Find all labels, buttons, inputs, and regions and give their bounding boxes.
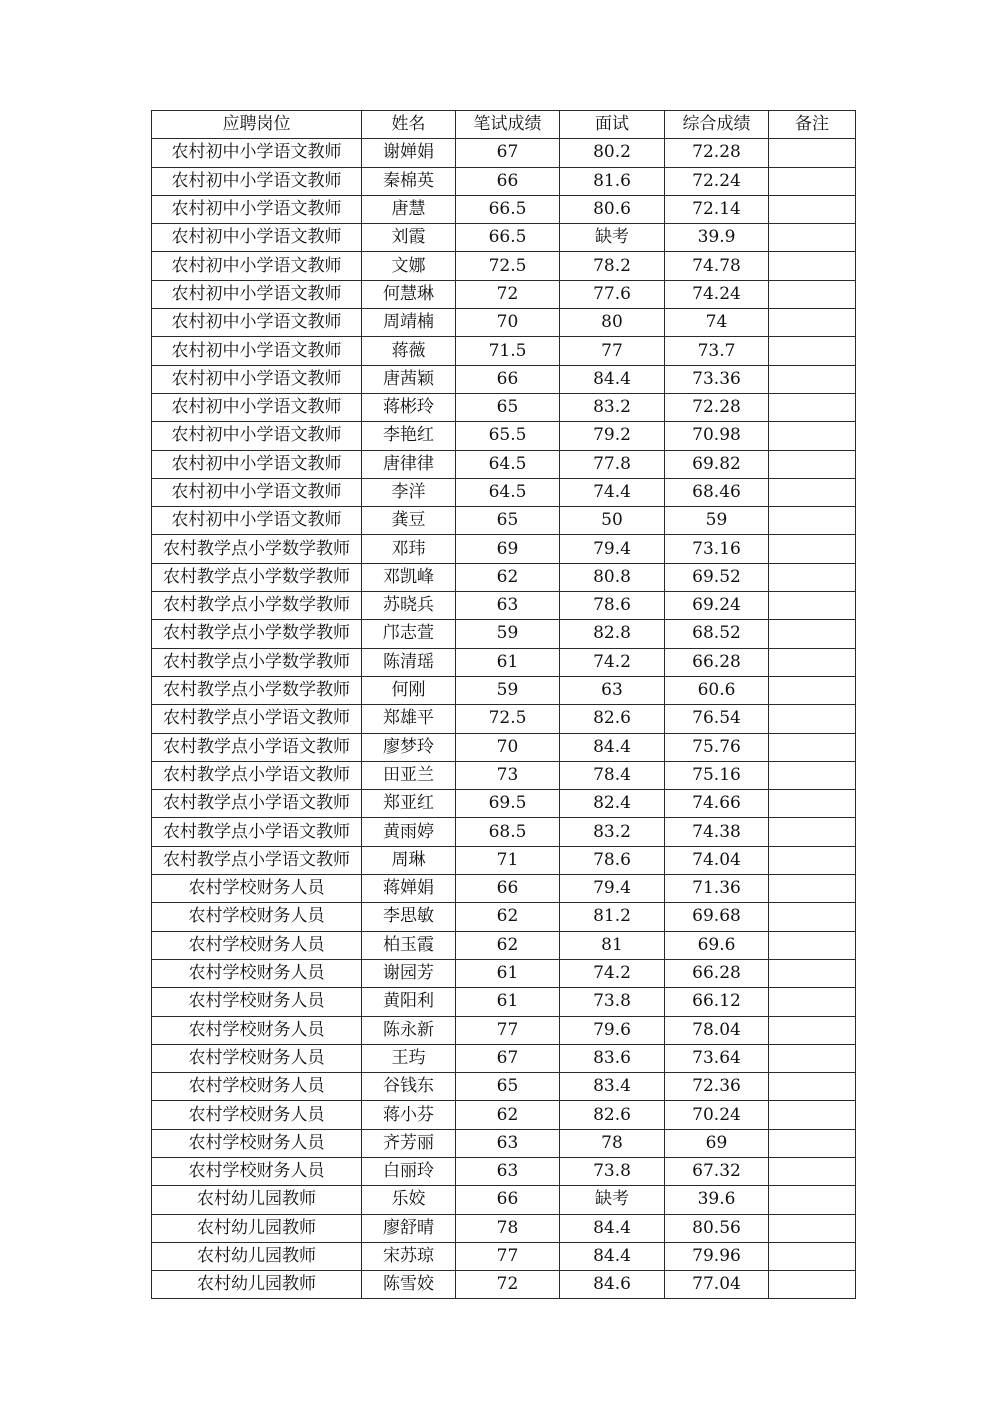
cell-total-score: 39.9 bbox=[665, 224, 769, 252]
cell-name: 龚豆 bbox=[362, 507, 456, 535]
cell-position: 农村幼儿园教师 bbox=[152, 1242, 362, 1270]
cell-position: 农村教学点小学数学教师 bbox=[152, 535, 362, 563]
cell-interview-score: 82.4 bbox=[560, 790, 665, 818]
cell-total-score: 73.16 bbox=[665, 535, 769, 563]
cell-written-score: 71 bbox=[456, 846, 560, 874]
cell-remarks bbox=[769, 1129, 856, 1157]
cell-name: 谢园芳 bbox=[362, 959, 456, 987]
cell-remarks bbox=[769, 195, 856, 223]
cell-written-score: 69.5 bbox=[456, 790, 560, 818]
cell-remarks bbox=[769, 592, 856, 620]
cell-remarks bbox=[769, 507, 856, 535]
cell-position: 农村学校财务人员 bbox=[152, 1016, 362, 1044]
cell-remarks bbox=[769, 1186, 856, 1214]
table-row bbox=[152, 1214, 856, 1242]
table-row bbox=[152, 875, 856, 903]
cell-remarks bbox=[769, 818, 856, 846]
table-row bbox=[152, 365, 856, 393]
cell-position: 农村学校财务人员 bbox=[152, 1101, 362, 1129]
cell-written-score: 64.5 bbox=[456, 478, 560, 506]
header-row bbox=[152, 111, 856, 139]
cell-name: 王玙 bbox=[362, 1044, 456, 1072]
cell-remarks bbox=[769, 224, 856, 252]
cell-remarks bbox=[769, 1016, 856, 1044]
cell-interview-score: 83.2 bbox=[560, 818, 665, 846]
cell-position: 农村初中小学语文教师 bbox=[152, 280, 362, 308]
table-row bbox=[152, 280, 856, 308]
cell-interview-score: 83.4 bbox=[560, 1073, 665, 1101]
table-row bbox=[152, 1016, 856, 1044]
cell-written-score: 65 bbox=[456, 507, 560, 535]
cell-total-score: 70.24 bbox=[665, 1101, 769, 1129]
cell-written-score: 61 bbox=[456, 988, 560, 1016]
cell-written-score: 70 bbox=[456, 309, 560, 337]
cell-position: 农村教学点小学语文教师 bbox=[152, 733, 362, 761]
cell-total-score: 75.76 bbox=[665, 733, 769, 761]
cell-total-score: 80.56 bbox=[665, 1214, 769, 1242]
cell-position: 农村学校财务人员 bbox=[152, 903, 362, 931]
cell-written-score: 66 bbox=[456, 365, 560, 393]
cell-total-score: 74 bbox=[665, 309, 769, 337]
cell-position: 农村初中小学语文教师 bbox=[152, 224, 362, 252]
table-row bbox=[152, 1186, 856, 1214]
cell-name: 廖舒晴 bbox=[362, 1214, 456, 1242]
cell-written-score: 62 bbox=[456, 903, 560, 931]
cell-remarks bbox=[769, 309, 856, 337]
table-row bbox=[152, 507, 856, 535]
cell-interview-score: 80 bbox=[560, 309, 665, 337]
cell-position: 农村教学点小学语文教师 bbox=[152, 705, 362, 733]
cell-remarks bbox=[769, 393, 856, 421]
table-row bbox=[152, 337, 856, 365]
header-interview-score: 面试 bbox=[560, 111, 665, 139]
cell-total-score: 74.66 bbox=[665, 790, 769, 818]
cell-total-score: 39.6 bbox=[665, 1186, 769, 1214]
cell-name: 黄雨婷 bbox=[362, 818, 456, 846]
cell-written-score: 65.5 bbox=[456, 422, 560, 450]
score-sheet bbox=[151, 110, 855, 1299]
cell-position: 农村幼儿园教师 bbox=[152, 1214, 362, 1242]
cell-remarks bbox=[769, 1157, 856, 1185]
cell-written-score: 66.5 bbox=[456, 195, 560, 223]
table-row bbox=[152, 676, 856, 704]
table-body bbox=[152, 139, 856, 1299]
cell-position: 农村学校财务人员 bbox=[152, 988, 362, 1016]
cell-total-score: 73.7 bbox=[665, 337, 769, 365]
cell-interview-score: 77.6 bbox=[560, 280, 665, 308]
cell-written-score: 67 bbox=[456, 139, 560, 167]
cell-total-score: 69 bbox=[665, 1129, 769, 1157]
cell-written-score: 78 bbox=[456, 1214, 560, 1242]
cell-remarks bbox=[769, 676, 856, 704]
cell-total-score: 75.16 bbox=[665, 761, 769, 789]
cell-interview-score: 82.6 bbox=[560, 1101, 665, 1129]
cell-remarks bbox=[769, 365, 856, 393]
cell-interview-score: 78.4 bbox=[560, 761, 665, 789]
table-row bbox=[152, 846, 856, 874]
cell-total-score: 72.28 bbox=[665, 393, 769, 421]
cell-total-score: 73.64 bbox=[665, 1044, 769, 1072]
cell-name: 陈清瑶 bbox=[362, 648, 456, 676]
cell-remarks bbox=[769, 790, 856, 818]
table-row bbox=[152, 1242, 856, 1270]
cell-name: 廖梦玲 bbox=[362, 733, 456, 761]
cell-position: 农村初中小学语文教师 bbox=[152, 507, 362, 535]
cell-name: 李艳红 bbox=[362, 422, 456, 450]
cell-remarks bbox=[769, 846, 856, 874]
cell-remarks bbox=[769, 648, 856, 676]
table-row bbox=[152, 1044, 856, 1072]
cell-position: 农村教学点小学数学教师 bbox=[152, 592, 362, 620]
table-row bbox=[152, 988, 856, 1016]
cell-name: 田亚兰 bbox=[362, 761, 456, 789]
cell-total-score: 67.32 bbox=[665, 1157, 769, 1185]
cell-interview-score: 80.2 bbox=[560, 139, 665, 167]
table-row bbox=[152, 139, 856, 167]
cell-name: 乐姣 bbox=[362, 1186, 456, 1214]
cell-total-score: 68.46 bbox=[665, 478, 769, 506]
cell-total-score: 60.6 bbox=[665, 676, 769, 704]
cell-total-score: 74.38 bbox=[665, 818, 769, 846]
cell-interview-score: 80.6 bbox=[560, 195, 665, 223]
cell-position: 农村初中小学语文教师 bbox=[152, 450, 362, 478]
cell-remarks bbox=[769, 1242, 856, 1270]
cell-name: 苏晓兵 bbox=[362, 592, 456, 620]
cell-name: 齐芳丽 bbox=[362, 1129, 456, 1157]
cell-name: 周靖楠 bbox=[362, 309, 456, 337]
cell-remarks bbox=[769, 280, 856, 308]
cell-name: 谢婵娟 bbox=[362, 139, 456, 167]
cell-interview-score: 84.4 bbox=[560, 1242, 665, 1270]
table-row bbox=[152, 592, 856, 620]
cell-name: 黄阳利 bbox=[362, 988, 456, 1016]
cell-written-score: 72.5 bbox=[456, 252, 560, 280]
table-row bbox=[152, 733, 856, 761]
cell-position: 农村初中小学语文教师 bbox=[152, 252, 362, 280]
cell-name: 宋苏琼 bbox=[362, 1242, 456, 1270]
cell-written-score: 67 bbox=[456, 1044, 560, 1072]
cell-remarks bbox=[769, 478, 856, 506]
table-row bbox=[152, 422, 856, 450]
table-row bbox=[152, 648, 856, 676]
cell-interview-score: 78.2 bbox=[560, 252, 665, 280]
table-row bbox=[152, 167, 856, 195]
cell-written-score: 71.5 bbox=[456, 337, 560, 365]
cell-remarks bbox=[769, 1101, 856, 1129]
cell-written-score: 63 bbox=[456, 1157, 560, 1185]
cell-position: 农村初中小学语文教师 bbox=[152, 478, 362, 506]
cell-remarks bbox=[769, 535, 856, 563]
cell-written-score: 68.5 bbox=[456, 818, 560, 846]
cell-position: 农村学校财务人员 bbox=[152, 1044, 362, 1072]
cell-position: 农村教学点小学语文教师 bbox=[152, 846, 362, 874]
cell-remarks bbox=[769, 139, 856, 167]
cell-total-score: 78.04 bbox=[665, 1016, 769, 1044]
table-row bbox=[152, 903, 856, 931]
cell-interview-score: 79.4 bbox=[560, 535, 665, 563]
cell-remarks bbox=[769, 337, 856, 365]
cell-interview-score: 缺考 bbox=[560, 224, 665, 252]
cell-interview-score: 84.4 bbox=[560, 365, 665, 393]
cell-total-score: 66.12 bbox=[665, 988, 769, 1016]
cell-position: 农村教学点小学数学教师 bbox=[152, 563, 362, 591]
cell-interview-score: 83.2 bbox=[560, 393, 665, 421]
cell-written-score: 62 bbox=[456, 563, 560, 591]
cell-position: 农村初中小学语文教师 bbox=[152, 393, 362, 421]
table-row bbox=[152, 535, 856, 563]
cell-interview-score: 77.8 bbox=[560, 450, 665, 478]
cell-name: 何刚 bbox=[362, 676, 456, 704]
cell-remarks bbox=[769, 931, 856, 959]
cell-name: 唐律律 bbox=[362, 450, 456, 478]
table-row bbox=[152, 761, 856, 789]
cell-name: 蒋薇 bbox=[362, 337, 456, 365]
cell-name: 刘霞 bbox=[362, 224, 456, 252]
cell-name: 郑雄平 bbox=[362, 705, 456, 733]
cell-remarks bbox=[769, 959, 856, 987]
table-row bbox=[152, 1157, 856, 1185]
cell-position: 农村初中小学语文教师 bbox=[152, 309, 362, 337]
cell-position: 农村学校财务人员 bbox=[152, 875, 362, 903]
cell-interview-score: 74.2 bbox=[560, 648, 665, 676]
header-total-score: 综合成绩 bbox=[665, 111, 769, 139]
table-row bbox=[152, 1073, 856, 1101]
cell-total-score: 79.96 bbox=[665, 1242, 769, 1270]
cell-name: 蒋婵娟 bbox=[362, 875, 456, 903]
cell-name: 柏玉霞 bbox=[362, 931, 456, 959]
cell-position: 农村学校财务人员 bbox=[152, 1073, 362, 1101]
cell-written-score: 72 bbox=[456, 280, 560, 308]
cell-interview-score: 78 bbox=[560, 1129, 665, 1157]
cell-position: 农村初中小学语文教师 bbox=[152, 195, 362, 223]
cell-written-score: 73 bbox=[456, 761, 560, 789]
cell-remarks bbox=[769, 422, 856, 450]
table-row bbox=[152, 252, 856, 280]
header-position: 应聘岗位 bbox=[152, 111, 362, 139]
cell-name: 邓凯峰 bbox=[362, 563, 456, 591]
cell-interview-score: 82.6 bbox=[560, 705, 665, 733]
cell-remarks bbox=[769, 761, 856, 789]
cell-interview-score: 83.6 bbox=[560, 1044, 665, 1072]
cell-remarks bbox=[769, 903, 856, 931]
table-row bbox=[152, 620, 856, 648]
cell-name: 谷钱东 bbox=[362, 1073, 456, 1101]
cell-position: 农村幼儿园教师 bbox=[152, 1186, 362, 1214]
cell-name: 邓玮 bbox=[362, 535, 456, 563]
cell-position: 农村教学点小学语文教师 bbox=[152, 761, 362, 789]
cell-name: 陈永新 bbox=[362, 1016, 456, 1044]
cell-written-score: 77 bbox=[456, 1016, 560, 1044]
cell-written-score: 61 bbox=[456, 959, 560, 987]
cell-written-score: 72 bbox=[456, 1271, 560, 1299]
cell-written-score: 66 bbox=[456, 1186, 560, 1214]
table-row bbox=[152, 1129, 856, 1157]
cell-name: 蒋小芬 bbox=[362, 1101, 456, 1129]
cell-total-score: 74.04 bbox=[665, 846, 769, 874]
cell-interview-score: 81.2 bbox=[560, 903, 665, 931]
cell-name: 李思敏 bbox=[362, 903, 456, 931]
cell-total-score: 66.28 bbox=[665, 959, 769, 987]
cell-remarks bbox=[769, 450, 856, 478]
cell-total-score: 73.36 bbox=[665, 365, 769, 393]
cell-position: 农村初中小学语文教师 bbox=[152, 422, 362, 450]
cell-written-score: 61 bbox=[456, 648, 560, 676]
cell-remarks bbox=[769, 1073, 856, 1101]
table-row bbox=[152, 309, 856, 337]
table-row bbox=[152, 1271, 856, 1299]
cell-remarks bbox=[769, 1044, 856, 1072]
cell-written-score: 62 bbox=[456, 1101, 560, 1129]
cell-interview-score: 81 bbox=[560, 931, 665, 959]
header-remarks: 备注 bbox=[769, 111, 856, 139]
cell-remarks bbox=[769, 620, 856, 648]
cell-written-score: 70 bbox=[456, 733, 560, 761]
cell-total-score: 70.98 bbox=[665, 422, 769, 450]
cell-total-score: 68.52 bbox=[665, 620, 769, 648]
cell-written-score: 65 bbox=[456, 1073, 560, 1101]
cell-interview-score: 84.6 bbox=[560, 1271, 665, 1299]
cell-interview-score: 78.6 bbox=[560, 592, 665, 620]
table-row bbox=[152, 450, 856, 478]
cell-name: 郑亚红 bbox=[362, 790, 456, 818]
cell-remarks bbox=[769, 252, 856, 280]
table-row bbox=[152, 1101, 856, 1129]
cell-total-score: 66.28 bbox=[665, 648, 769, 676]
cell-interview-score: 63 bbox=[560, 676, 665, 704]
table-row bbox=[152, 224, 856, 252]
cell-total-score: 69.82 bbox=[665, 450, 769, 478]
cell-remarks bbox=[769, 1214, 856, 1242]
cell-position: 农村教学点小学数学教师 bbox=[152, 620, 362, 648]
table-row bbox=[152, 790, 856, 818]
cell-name: 陈雪姣 bbox=[362, 1271, 456, 1299]
cell-written-score: 59 bbox=[456, 676, 560, 704]
table-header bbox=[152, 111, 856, 139]
cell-interview-score: 81.6 bbox=[560, 167, 665, 195]
cell-remarks bbox=[769, 705, 856, 733]
cell-name: 李洋 bbox=[362, 478, 456, 506]
cell-written-score: 66.5 bbox=[456, 224, 560, 252]
cell-name: 周琳 bbox=[362, 846, 456, 874]
cell-name: 唐茜颖 bbox=[362, 365, 456, 393]
cell-total-score: 74.24 bbox=[665, 280, 769, 308]
cell-total-score: 76.54 bbox=[665, 705, 769, 733]
cell-written-score: 63 bbox=[456, 1129, 560, 1157]
cell-written-score: 77 bbox=[456, 1242, 560, 1270]
cell-interview-score: 79.2 bbox=[560, 422, 665, 450]
cell-interview-score: 82.8 bbox=[560, 620, 665, 648]
cell-interview-score: 80.8 bbox=[560, 563, 665, 591]
cell-interview-score: 84.4 bbox=[560, 1214, 665, 1242]
cell-written-score: 62 bbox=[456, 931, 560, 959]
header-name: 姓名 bbox=[362, 111, 456, 139]
cell-written-score: 72.5 bbox=[456, 705, 560, 733]
cell-interview-score: 79.4 bbox=[560, 875, 665, 903]
cell-name: 蒋彬玲 bbox=[362, 393, 456, 421]
cell-interview-score: 缺考 bbox=[560, 1186, 665, 1214]
cell-interview-score: 50 bbox=[560, 507, 665, 535]
cell-interview-score: 73.8 bbox=[560, 988, 665, 1016]
cell-position: 农村学校财务人员 bbox=[152, 1129, 362, 1157]
cell-position: 农村初中小学语文教师 bbox=[152, 167, 362, 195]
table-row bbox=[152, 959, 856, 987]
cell-total-score: 59 bbox=[665, 507, 769, 535]
cell-written-score: 63 bbox=[456, 592, 560, 620]
cell-interview-score: 73.8 bbox=[560, 1157, 665, 1185]
cell-remarks bbox=[769, 563, 856, 591]
cell-total-score: 69.68 bbox=[665, 903, 769, 931]
cell-position: 农村初中小学语文教师 bbox=[152, 365, 362, 393]
cell-remarks bbox=[769, 733, 856, 761]
cell-total-score: 69.6 bbox=[665, 931, 769, 959]
cell-position: 农村教学点小学语文教师 bbox=[152, 818, 362, 846]
cell-written-score: 66 bbox=[456, 167, 560, 195]
cell-name: 文娜 bbox=[362, 252, 456, 280]
cell-name: 白丽玲 bbox=[362, 1157, 456, 1185]
cell-total-score: 69.24 bbox=[665, 592, 769, 620]
cell-interview-score: 84.4 bbox=[560, 733, 665, 761]
table-row bbox=[152, 931, 856, 959]
table-row bbox=[152, 563, 856, 591]
cell-written-score: 64.5 bbox=[456, 450, 560, 478]
cell-total-score: 72.28 bbox=[665, 139, 769, 167]
cell-remarks bbox=[769, 167, 856, 195]
cell-position: 农村教学点小学语文教师 bbox=[152, 790, 362, 818]
cell-interview-score: 74.2 bbox=[560, 959, 665, 987]
score-table bbox=[151, 110, 856, 1299]
cell-position: 农村学校财务人员 bbox=[152, 931, 362, 959]
cell-total-score: 72.24 bbox=[665, 167, 769, 195]
cell-name: 秦棉英 bbox=[362, 167, 456, 195]
cell-total-score: 71.36 bbox=[665, 875, 769, 903]
cell-position: 农村幼儿园教师 bbox=[152, 1271, 362, 1299]
table-row bbox=[152, 393, 856, 421]
cell-interview-score: 77 bbox=[560, 337, 665, 365]
cell-written-score: 59 bbox=[456, 620, 560, 648]
cell-position: 农村学校财务人员 bbox=[152, 959, 362, 987]
cell-written-score: 66 bbox=[456, 875, 560, 903]
cell-position: 农村初中小学语文教师 bbox=[152, 139, 362, 167]
cell-total-score: 72.14 bbox=[665, 195, 769, 223]
cell-position: 农村教学点小学数学教师 bbox=[152, 676, 362, 704]
table-row bbox=[152, 705, 856, 733]
cell-written-score: 65 bbox=[456, 393, 560, 421]
cell-name: 唐慧 bbox=[362, 195, 456, 223]
table-row bbox=[152, 478, 856, 506]
cell-remarks bbox=[769, 875, 856, 903]
header-written-score: 笔试成绩 bbox=[456, 111, 560, 139]
cell-interview-score: 74.4 bbox=[560, 478, 665, 506]
table-row bbox=[152, 818, 856, 846]
cell-total-score: 77.04 bbox=[665, 1271, 769, 1299]
cell-remarks bbox=[769, 1271, 856, 1299]
cell-name: 邝志萱 bbox=[362, 620, 456, 648]
cell-total-score: 74.78 bbox=[665, 252, 769, 280]
cell-written-score: 69 bbox=[456, 535, 560, 563]
table-row bbox=[152, 195, 856, 223]
cell-position: 农村初中小学语文教师 bbox=[152, 337, 362, 365]
cell-total-score: 69.52 bbox=[665, 563, 769, 591]
cell-name: 何慧琳 bbox=[362, 280, 456, 308]
cell-position: 农村学校财务人员 bbox=[152, 1157, 362, 1185]
cell-total-score: 72.36 bbox=[665, 1073, 769, 1101]
cell-interview-score: 79.6 bbox=[560, 1016, 665, 1044]
cell-position: 农村教学点小学数学教师 bbox=[152, 648, 362, 676]
cell-remarks bbox=[769, 988, 856, 1016]
cell-interview-score: 78.6 bbox=[560, 846, 665, 874]
